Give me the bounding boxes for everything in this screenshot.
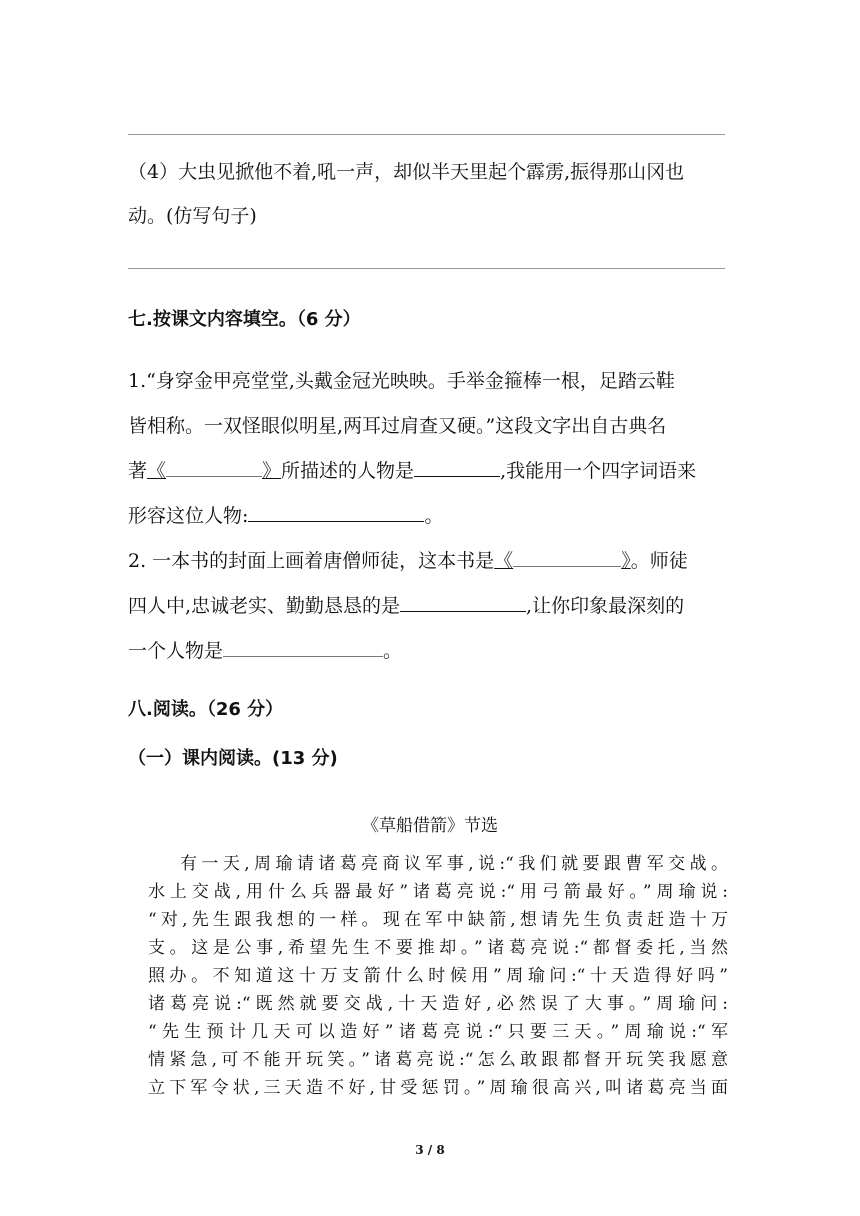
blank-favorite-character[interactable]	[223, 638, 383, 657]
passage-line: 支。这是公事,希望先生不要推却。”诸葛亮说:“都督委托,当然	[148, 938, 728, 958]
q4-line1: （4）大虫见掀他不着,吼一声，却似半天里起个霹雳,振得那山冈也	[128, 161, 685, 183]
blank-character[interactable]	[414, 458, 500, 477]
book-bracket-close: 》	[621, 550, 631, 572]
text: 。	[424, 505, 444, 527]
book-bracket-open: 《	[147, 460, 167, 482]
section7-heading: 七.按课文内容填空。（6 分）	[128, 309, 361, 330]
text: 四人中,忠诚老实、勤勤恳恳的是	[128, 595, 401, 617]
text: ,让你印象最深刻的	[526, 595, 685, 617]
passage-line: “对,先生跟我想的一样。现在军中缺箭,想请先生负责赶造十万	[148, 910, 728, 930]
sec7-item1-line1: 1.“身穿金甲亮堂堂,头戴金冠光映映。手举金箍棒一根，足踏云鞋	[128, 370, 675, 392]
section8-heading: 八.阅读。（26 分）	[128, 699, 284, 720]
book-bracket-close: 》	[262, 460, 282, 482]
passage-line: 情紧急,可不能开玩笑。”诸葛亮说:“怎么敢跟都督开玩笑我愿意	[148, 1050, 728, 1070]
blank-honest-character[interactable]	[400, 593, 526, 612]
passage-line: 立下军令状,三天造不好,甘受惩罚。”周瑜很高兴,叫诸葛亮当面	[148, 1078, 728, 1098]
passage-line: 照办。不知道这十万支箭什么时候用”周瑜问:“十天造得好吗”	[148, 966, 728, 986]
text: 形容这位人物:	[128, 505, 249, 527]
passage-line: 有一天,周瑜请诸葛亮商议军事,说:“我们就要跟曹军交战。	[180, 854, 728, 874]
passage-line: 诸葛亮说:“既然就要交战,十天造好,必然误了大事。”周瑜问:	[148, 994, 728, 1014]
passage-line: “先生预计几天可以造好”诸葛亮说:“只要三天。”周瑜说:“军	[148, 1022, 728, 1042]
passage-line: 水上交战,用什么兵器最好”诸葛亮说:“用弓箭最好。”周瑜说:	[148, 882, 728, 902]
answer-line-top	[128, 134, 725, 135]
book-bracket-open: 《	[494, 550, 514, 572]
page-number: 3 / 8	[415, 1143, 445, 1157]
text: 著	[128, 460, 148, 482]
blank-book-title[interactable]	[166, 458, 262, 477]
sec7-item1-line4	[128, 500, 728, 532]
q4-line2: 动。(仿写句子)	[128, 205, 257, 227]
section8-sub-heading: （一）课内阅读。(13 分)	[128, 748, 338, 769]
text: 所描述的人物是	[281, 460, 415, 482]
passage-title: 《草船借箭》节选	[362, 816, 498, 836]
sec7-item2-line1	[128, 545, 728, 577]
text: 。	[383, 640, 403, 662]
sec7-item1-line2: 皆相称。一双怪眼似明星,两耳过肩查又硬。”这段文字出自古典名	[128, 415, 667, 437]
sec7-item2-line3	[128, 635, 728, 667]
sec7-item2-line2	[128, 590, 728, 622]
blank-book-name[interactable]	[513, 548, 621, 567]
text: 2. 一本书的封面上画着唐僧师徒，这本书是	[128, 550, 495, 572]
text: ,我能用一个四字词语来	[500, 460, 697, 482]
answer-line-q4	[128, 268, 725, 269]
text: 一个人物是	[128, 640, 224, 662]
text: 。师徒	[630, 550, 688, 572]
sec7-item1-line3	[128, 455, 728, 487]
blank-four-char-phrase[interactable]	[248, 503, 424, 522]
